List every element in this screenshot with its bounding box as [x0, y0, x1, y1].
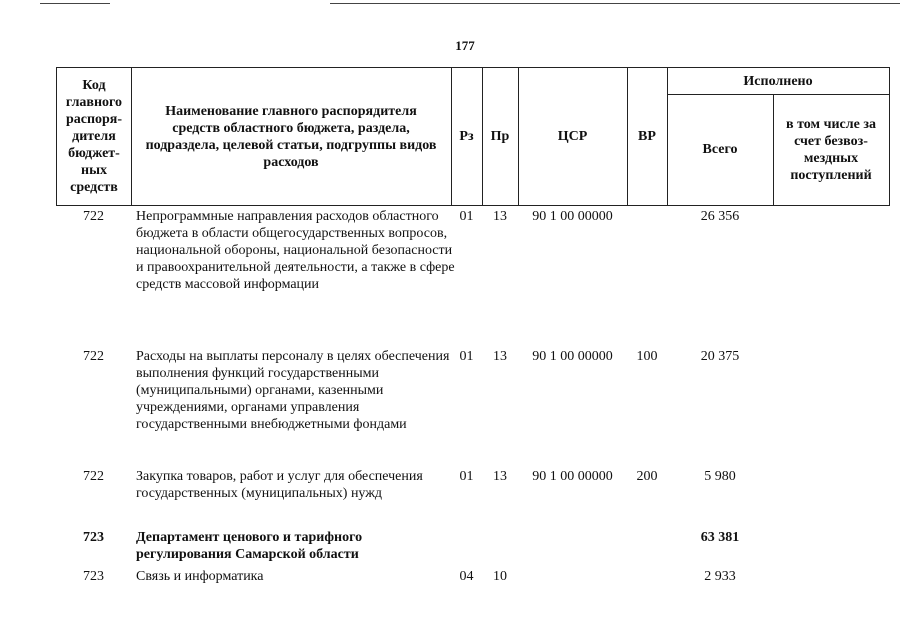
- header-code: Код главного распоря-дителя бюджет-ных средств: [65, 78, 123, 195]
- cell-rz: 01: [459, 349, 474, 364]
- scan-edge: [40, 3, 110, 4]
- cell-rz: 01: [459, 209, 474, 224]
- page-number: 177: [455, 38, 475, 53]
- header-incl: в том числе за счет безвоз-мездных поступлений: [786, 116, 876, 183]
- cell-code: 722: [83, 349, 104, 364]
- cell-pr: 13: [493, 349, 507, 364]
- cell-rz: 04: [459, 569, 474, 584]
- header-vr: ВР: [638, 129, 656, 144]
- header-rz: Рз: [459, 129, 474, 144]
- cell-total: 26 356: [700, 209, 740, 224]
- cell-total: 63 381: [700, 530, 740, 545]
- header-csr: ЦСР: [557, 129, 588, 144]
- cell-code: 723: [83, 530, 104, 545]
- cell-code: 722: [83, 209, 104, 224]
- cell-pr: 10: [493, 569, 507, 584]
- cell-name: Департамент ценового и тарифного регулирования Самарской области: [136, 530, 363, 562]
- table-header: [56, 67, 890, 206]
- cell-pr: 13: [493, 469, 507, 484]
- cell-vr: 200: [636, 469, 658, 484]
- cell-csr: 90 1 00 00000: [532, 469, 613, 484]
- cell-name: Закупка товаров, работ и услуг для обеспечения государственных (муниципальных) нужд: [136, 469, 423, 501]
- cell-code: 723: [83, 569, 104, 584]
- header-executed: Исполнено: [743, 73, 813, 89]
- cell-total: 20 375: [700, 349, 740, 364]
- cell-rz: 01: [459, 469, 474, 484]
- cell-name: Связь и информатика: [136, 569, 264, 584]
- header-pr: Пр: [490, 129, 510, 144]
- cell-pr: 13: [493, 209, 507, 224]
- cell-name: Непрограммные направления расходов областного бюджета в области общегосударственных вопросов, национальной обороны, национальной безопасности и правоохранительной деятельности, а также в сфере средств массовой информации: [136, 209, 455, 292]
- cell-csr: 90 1 00 00000: [532, 349, 613, 364]
- header-name: Наименование главного распорядителя средств областного бюджета, раздела, подраздела, целевой статьи, подгруппы видов расходов: [145, 103, 437, 170]
- cell-vr: 100: [636, 349, 658, 364]
- cell-csr: 90 1 00 00000: [532, 209, 613, 224]
- header-total: Всего: [702, 142, 738, 157]
- cell-code: 722: [83, 469, 104, 484]
- cell-total: 2 933: [704, 569, 736, 584]
- cell-total: 5 980: [704, 469, 736, 484]
- scan-edge: [330, 3, 900, 4]
- cell-name: Расходы на выплаты персоналу в целях обеспечения выполнения функций государственными (муниципальными) органами, казенными учреждениями, органами управления государственными внебюджетными фондами: [136, 349, 450, 432]
